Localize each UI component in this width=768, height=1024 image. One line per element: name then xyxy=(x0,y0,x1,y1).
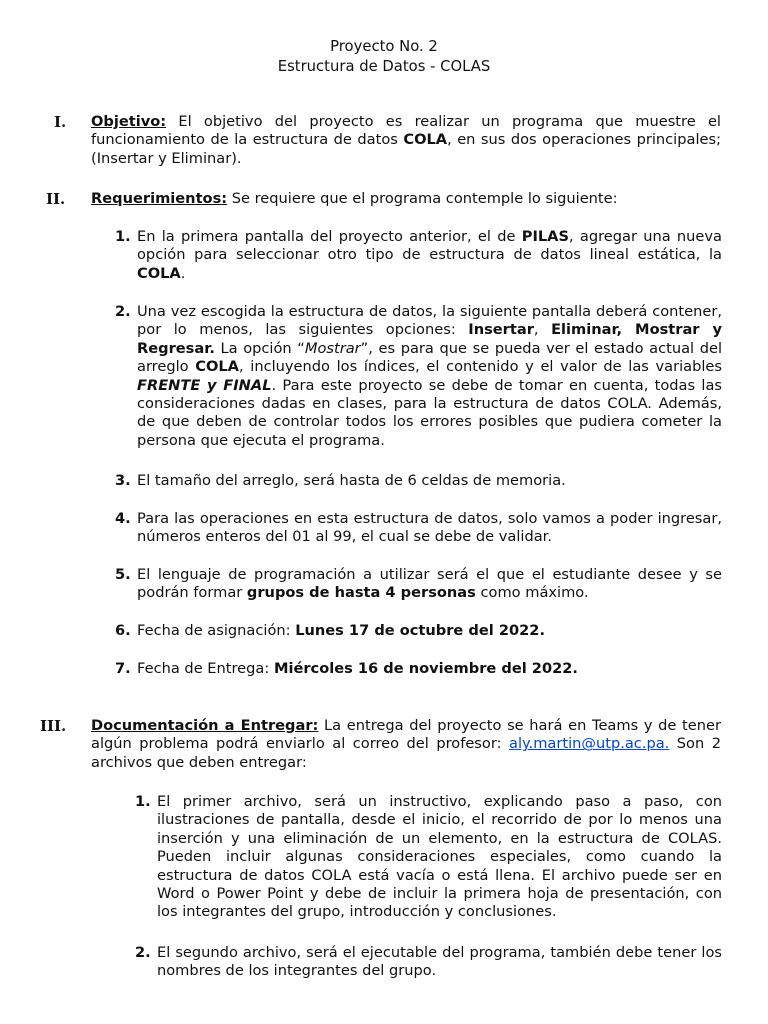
list-number: 3. xyxy=(115,472,131,489)
list-item: Fecha de asignación: Lunes 17 de octubre del 2022. xyxy=(137,622,545,639)
email-link[interactable]: aly.martin@utp.ac.pa. xyxy=(509,735,670,753)
list-number: 6. xyxy=(115,622,131,639)
list-number: 4. xyxy=(115,510,131,527)
section-objetivo: Objetivo: El objetivo del proyecto es realizar un programa que muestre el funcionamiento de la estructura de datos COLA, en sus dos operaciones principales; (Insertar y Eliminar). xyxy=(91,113,721,167)
section-requerimientos: Requerimientos: Se requiere que el programa contemple lo siguiente: xyxy=(91,190,618,207)
document-title: Proyecto No. 2 xyxy=(330,38,438,55)
list-item: Para las operaciones en esta estructura de datos, solo vamos a poder ingresar, números enteros del 01 al 99, el cual se debe de validar. xyxy=(137,510,722,546)
list-number: 7. xyxy=(115,660,131,677)
list-number: 1. xyxy=(135,793,151,810)
section-heading-requerimientos: Requerimientos: xyxy=(91,190,228,207)
list-item: En la primera pantalla del proyecto anterior, el de PILAS, agregar una nueva opción para seleccionar otro tipo de estructura de datos lineal estática, la COLA. xyxy=(137,228,722,282)
list-item: El segundo archivo, será el ejecutable del programa, también debe tener los nombres de los integrantes del grupo. xyxy=(157,944,722,980)
list-item: El lenguaje de programación a utilizar será el que el estudiante desee y se podrán formar grupos de hasta 4 personas como máximo. xyxy=(137,566,722,602)
list-item: El tamaño del arreglo, será hasta de 6 celdas de memoria. xyxy=(137,472,566,489)
section-numeral-3: III. xyxy=(40,717,67,735)
section-documentacion: Documentación a Entregar: La entrega del proyecto se hará en Teams y de tener algún problema podrá enviarlo al correo del profesor: aly.martin@utp.ac.pa. Son 2 archivos que deben entregar: xyxy=(91,717,721,771)
list-item: El primer archivo, será un instructivo, explicando paso a paso, con ilustraciones de pantalla, desde el inicio, el recorrido de por lo menos una inserción y una eliminación de un elemento, en la estructura de COLAS. Pueden incluir algunas consideraciones especiales, como cuando la estructura de datos COLA está vacía o está llena. El archivo puede ser en Word o Power Point y debe de incluir la primera hoja de presentación, con los integrantes del grupo, introducción y conclusiones. xyxy=(157,793,722,921)
section-heading-objetivo: Objetivo: xyxy=(91,113,167,130)
list-item: Fecha de Entrega: Miércoles 16 de noviembre del 2022. xyxy=(137,660,578,677)
section-numeral-1: I. xyxy=(54,113,67,131)
document-subtitle: Estructura de Datos - COLAS xyxy=(277,58,491,75)
list-number: 2. xyxy=(115,303,131,320)
list-number: 5. xyxy=(115,566,131,583)
section-numeral-2: II. xyxy=(46,190,66,208)
list-number: 2. xyxy=(135,944,151,961)
section-heading-documentacion: Documentación a Entregar: xyxy=(91,717,319,734)
list-number: 1. xyxy=(115,228,131,245)
list-item: Una vez escogida la estructura de datos, la siguiente pantalla deberá contener, por lo menos, las siguientes opciones: Insertar, Eliminar, Mostrar y Regresar. La opción “Mostrar”, es para que se pueda ver el estado actual del arreglo COLA, incluyendo los índices, el contenido y el valor de las variables FRENTE y FINAL. Para este proyecto se debe de tomar en cuenta, todas las consideraciones dadas en clases, para la estructura de datos COLA. Además, de que deben de controlar todos los errores posibles que pudiera cometer la persona que ejecuta el programa. xyxy=(137,303,723,449)
